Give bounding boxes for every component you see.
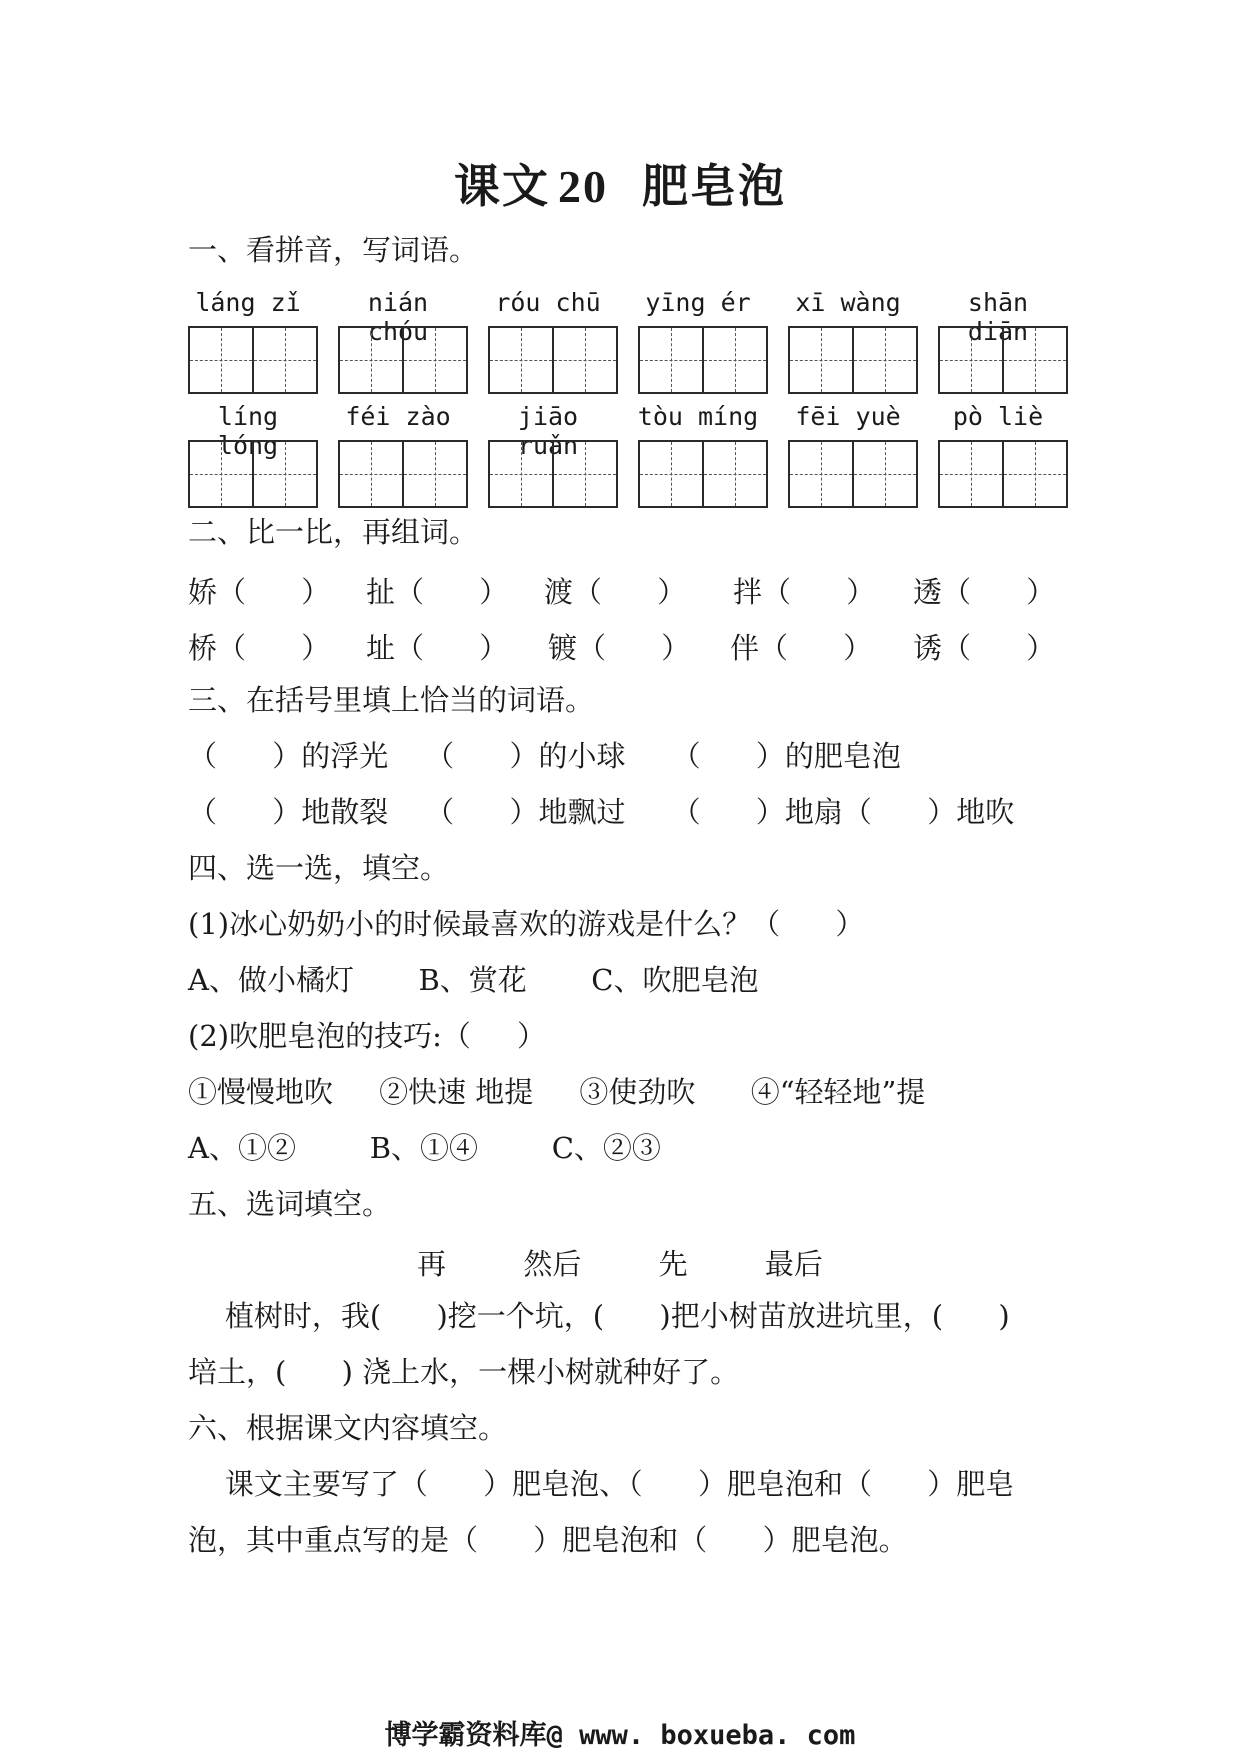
compare-item: 娇（ ） (188, 575, 331, 609)
word-option: 最后 (764, 1247, 823, 1281)
writing-box[interactable] (188, 326, 318, 394)
footer-watermark: 博学霸资料库@ www. boxueba. com (384, 1720, 856, 1751)
pinyin-2-1: líng lóng (217, 402, 279, 460)
pinyin-row-1 (188, 288, 1068, 346)
section6-line-1: 课文主要写了（ ）肥皂泡、（ ）肥皂泡和（ ）肥皂 (188, 1467, 1015, 1501)
writing-grid-row-1 (188, 326, 1068, 392)
pinyin-2-2: féi zào (345, 402, 451, 431)
writing-box[interactable] (338, 440, 468, 508)
pinyin-1-2: nián chóu (367, 288, 429, 346)
word-bank (0, 1242, 1240, 1283)
page-title (0, 150, 1240, 216)
title-name: 肥皂泡 (642, 159, 786, 213)
compare-item: 桥（ ） (188, 631, 331, 665)
compare-item: 透（ ） (913, 575, 1056, 609)
title-number: 20 (558, 161, 608, 212)
section3-line-1: （ ）的浮光 （ ）的小球 （ ）的肥皂泡 (188, 739, 901, 773)
word-option: 再 (417, 1247, 447, 1281)
question-1: (1)冰心奶奶小的时候最喜欢的游戏是什么？（ ） (188, 907, 865, 941)
question-1-options: A、做小橘灯 B、赏花 C、吹肥皂泡 (188, 963, 759, 997)
pinyin-1-4: yīng ér (645, 288, 751, 317)
word-option: 然后 (523, 1247, 582, 1281)
section5-line-2: 培土，( ) 浇上水，一棵小树就种好了。 (188, 1355, 740, 1389)
pinyin-1-6: shān diān (967, 288, 1029, 346)
compare-item: 镀（ ） (548, 631, 691, 665)
title-prefix: 课文 (454, 159, 550, 213)
compare-item: 扯（ ） (366, 575, 509, 609)
pinyin-2-3: jiāo ruǎn (517, 402, 579, 460)
pinyin-1-1: láng zǐ (195, 288, 301, 317)
compare-item: 址（ ） (366, 631, 509, 665)
section6-heading: 六、根据课文内容填空。 (188, 1411, 508, 1445)
writing-box[interactable] (938, 440, 1068, 508)
question-2-options: A、①② B、①④ C、②③ (188, 1131, 661, 1165)
pinyin-2-4: tòu míng (637, 402, 759, 431)
writing-box[interactable] (638, 440, 768, 508)
writing-box[interactable] (788, 326, 918, 394)
pinyin-1-3: róu chū (495, 288, 601, 317)
pinyin-1-5: xī wàng (795, 288, 901, 317)
compare-item: 伴（ ） (730, 631, 873, 665)
writing-box[interactable] (788, 440, 918, 508)
writing-box[interactable] (488, 326, 618, 394)
question-2: (2)吹肥皂泡的技巧:（ ） (188, 1019, 546, 1053)
section3-line-2: （ ）地散裂 （ ）地飘过 （ ）地扇（ ）地吹 (188, 795, 1015, 829)
word-option: 先 (658, 1247, 688, 1281)
writing-box[interactable] (188, 440, 318, 508)
section3-heading: 三、在括号里填上恰当的词语。 (188, 683, 595, 717)
writing-box[interactable] (488, 440, 618, 508)
writing-box[interactable] (338, 326, 468, 394)
pinyin-2-5: fēi yuè (795, 402, 901, 431)
compare-item: 拌（ ） (733, 575, 876, 609)
section4-heading: 四、选一选，填空。 (188, 851, 450, 885)
pinyin-2-6: pò liè (952, 402, 1044, 431)
compare-item: 渡（ ） (544, 575, 687, 609)
writing-box[interactable] (638, 326, 768, 394)
section1-heading: 一、看拼音，写词语。 (188, 233, 479, 267)
writing-grid-row-2 (188, 440, 1068, 506)
section5-line-1: 植树时，我( )挖一个坑，( )把小树苗放进坑里，( ) (188, 1299, 1010, 1333)
section6-line-2: 泡，其中重点写的是（ ）肥皂泡和（ ）肥皂泡。 (188, 1523, 908, 1557)
section2-heading: 二、比一比，再组词。 (188, 515, 479, 549)
compare-item: 诱（ ） (913, 631, 1056, 665)
pinyin-row-2 (188, 402, 1068, 460)
question-2-items: ①慢慢地吹 ②快速 地提 ③使劲吹 ④“轻轻地”提 (188, 1075, 926, 1109)
section5-heading: 五、选词填空。 (188, 1187, 392, 1221)
writing-box[interactable] (938, 326, 1068, 394)
